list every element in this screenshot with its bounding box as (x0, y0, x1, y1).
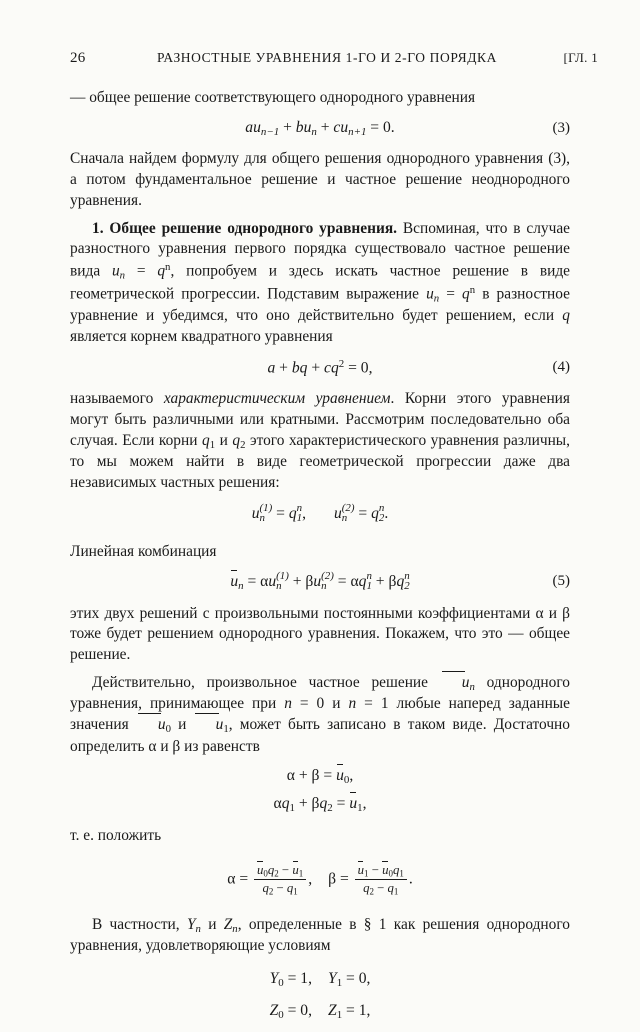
paragraph-2: Сначала найдем формулу для общего решения однородного уравнения (3), а потом фундаментальное решение и частное решение неоднородного уравнения. (70, 150, 570, 209)
paragraph-7-b: однородного уравнения, принимающее при (70, 673, 570, 713)
paragraph-3-d: является корнем квадратного уравнения (70, 327, 333, 345)
running-title: РАЗНОСТНЫЕ УРАВНЕНИЯ 1-ГО И 2-ГО ПОРЯДКА (157, 50, 497, 65)
paragraph-4-d: этого характеристического уравнения различны, то мы можем найти в виде геометрической прогрессии даже два независимых частных решения: (70, 431, 570, 492)
section-heading: 1. Общее решение однородного уравнения. (92, 219, 398, 237)
equation-5 (70, 571, 570, 594)
page-number: 26 (70, 50, 86, 66)
equation-3 (70, 118, 570, 140)
equation-cond-2 (70, 1001, 570, 1023)
page-body (70, 88, 570, 1032)
equation-alpha-beta (70, 863, 570, 897)
paragraph-9-c: , определенные в § 1 как решения однородного уравнения, удовлетворяющие условиям (70, 915, 570, 955)
paragraph-4-c: и (215, 431, 233, 449)
term-characteristic-equation: характеристическим уравнением (163, 390, 391, 408)
paragraph-7: Действительно, произвольное частное решение $u_n$ однородного уравнения, принимающее при n = 0 и n = 1 любые наперед заданные значения u0 и u1, может быть записано в таком виде. Достаточно определить α и β из равенств (70, 673, 570, 755)
paragraph-5: Линейная комбинация (70, 542, 217, 560)
equation-cond-2-content: Z0 = 0, Z1 = 1, (269, 1001, 371, 1021)
paragraph-8: т. е. положить (70, 826, 162, 844)
equation-5-content: $u_n = \alpha u$ (1) n + βu (2) n = αq n 1 + βq n 2 (230, 570, 410, 593)
paragraph-3-a: Вспоминая, что в случае разностного уравнения первого порядка существовало частное решение вида (70, 219, 570, 280)
equation-solutions-pair (70, 503, 570, 525)
paragraph-9-a: В частности, (92, 915, 187, 933)
equation-4-content: a + bq + $cq^2 = 0$, (267, 357, 373, 377)
equation-cond-1 (70, 969, 570, 991)
equation-3-number: (3) (552, 119, 570, 136)
paragraph-6: этих двух решений с произвольными постоянными коэффициентами α и β тоже будет решением однородного уравнения. Покажем, что это — общее решение. (70, 604, 570, 664)
paragraph-4: называемого характеристическим уравнением. Корни этого уравнения могут быть различными или кратными. Рассмотрим последовательно оба случая. Если корни q1 и q2 этого характеристического уравнения различны, то мы можем найти в виде геометрической прогрессии даже два независимых частных решения: (70, 390, 571, 492)
paragraph-3: 1. Общее решение однородного уравнения. Вспоминая, что в случае разностного уравнения первого порядка существовало частное решение вида $u_n = q^n$, попробуем и здесь искать частное решение в виде геометрической прогрессии. Подставим выражение $u_n = q^n$ в разностное уравнение и убедимся, что оно действительно будет решением, если q является корнем квадратного уравнения (70, 219, 570, 345)
chapter-marker: [ГЛ. 1 (563, 50, 598, 65)
paragraph-9: В частности, $Y_n$ и $Z_n$, определенные в § 1 как решения однородного уравнения, удовлетворяющие условиям (70, 915, 570, 955)
equation-4 (70, 357, 570, 380)
paragraph-7-a: Действительно, произвольное частное решение (92, 673, 440, 691)
paragraph-4-b: . Корни этого уравнения могут быть различными или кратными. Рассмотрим последовательно оба случая. Если корни (70, 390, 571, 449)
equation-system-2 (70, 794, 570, 816)
paragraph-intro: — общее решение соответствующего однородного уравнения (70, 89, 476, 106)
page-header (0, 50, 640, 67)
equation-cond-1-content: Y0 = 1, Y1 = 0, (269, 969, 371, 989)
paragraph-3-c: в разностное уравнение и убедимся, что оно действительно будет решением, если (70, 285, 570, 325)
equation-solutions-content: u (1) n = q n 1 , u (2) n = q n 2 . (251, 501, 389, 524)
equation-system-1 (70, 766, 570, 788)
equation-3-content: $au_{n-1} + bu_n + cu_{n+1} = 0$. (245, 118, 395, 138)
paragraph-7-c: любые наперед заданные значения (70, 695, 570, 734)
paragraph-7-d: , может быть записано в таком виде. Достаточно определить α и β из равенств (70, 716, 570, 755)
equation-alpha-beta-content: α = $\frac{u0q2 - u1}{q2 - q1}$ , β = $\frac{u1 - u0q1}{q2 - q1}$ . (227, 862, 413, 897)
equation-4-number: (4) (552, 358, 570, 375)
equation-system-2-content: αq1 + βq2 = u1, (273, 795, 367, 815)
equation-system-1-content: α + β = u0, (286, 767, 354, 787)
equation-5-number: (5) (552, 573, 570, 590)
paragraph-3-b: , попробуем и здесь искать частное решение в виде геометрической прогрессии. Подставим выражение (70, 262, 570, 303)
paragraph-9-b: и (200, 915, 224, 933)
paragraph-4-a: называемого (70, 390, 164, 408)
